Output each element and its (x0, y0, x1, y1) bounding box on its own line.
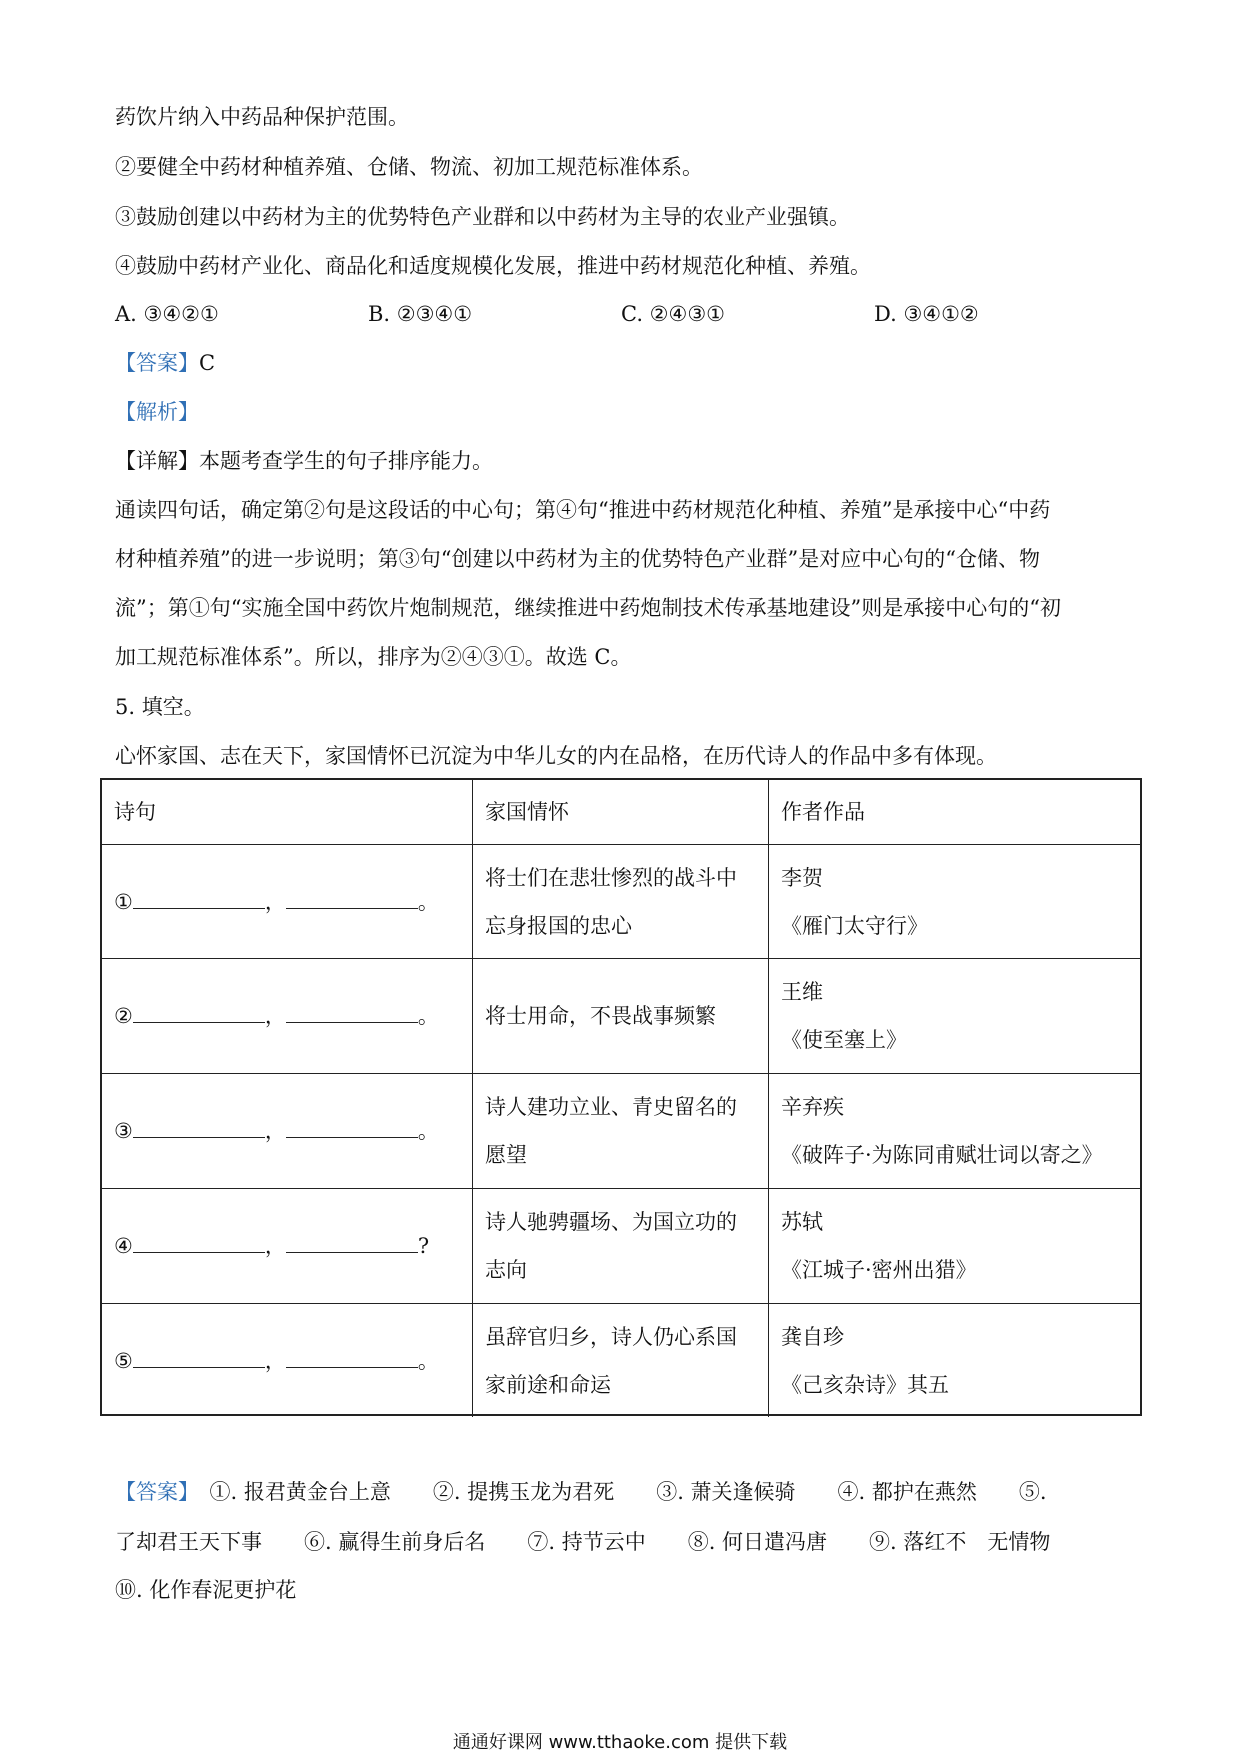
answer-value: C (199, 351, 216, 375)
intro-line: ③鼓励创建以中药材为主的优势特色产业群和以中药材为主导的农业产业强镇。 (115, 205, 850, 229)
q5-answer-line (115, 1478, 1047, 1506)
option-d: D. ③④①② (874, 302, 979, 326)
feeling-line: 诗人建功立业、青史留名的 (485, 1095, 737, 1119)
answer-blank[interactable] (133, 1004, 265, 1023)
detail-tag: 【详解】 (115, 449, 199, 473)
intro-line: ④鼓励中药材产业化、商品化和适度规模化发展，推进中药材规范化种植、养殖。 (115, 254, 871, 278)
q4-analysis (115, 398, 199, 426)
feeling-line: 将士们在悲壮惨烈的战斗中 (485, 866, 737, 890)
explanation-line: 材种植养殖”的进一步说明；第③句“创建以中药材为主的优势特色产业群”是对应中心句的“仓储、物 (115, 547, 1040, 571)
table-row (102, 958, 1140, 1074)
feeling-line: 家前途和命运 (485, 1373, 611, 1397)
author-name: 王维 (781, 980, 823, 1004)
author-name: 龚自珍 (781, 1325, 844, 1349)
table-row (102, 1073, 1140, 1189)
work-title: 《使至塞上》 (781, 1028, 907, 1052)
intro-line: 药饮片纳入中药品种保护范围。 (115, 105, 409, 129)
feeling-line: 将士用命，不畏战事频繁 (485, 1004, 716, 1028)
poem-table (100, 778, 1142, 1416)
analysis-tag: 【解析】 (115, 400, 199, 424)
q5-answer-line: ⑩. 化作春泥更护花 (115, 1578, 297, 1602)
work-title: 《江城子·密州出猎》 (781, 1258, 977, 1282)
answer-blank[interactable] (133, 1119, 265, 1138)
answer-blank[interactable] (286, 1349, 418, 1368)
q5-answer-line: 了却君王天下事 ⑥. 赢得生前身后名 ⑦. 持节云中 ⑧. 何日遣冯唐 ⑨. 落红不 无情物 (115, 1530, 1051, 1554)
option-c: C. ②④③① (621, 302, 725, 326)
feeling-line: 虽辞官归乡，诗人仍心系国 (485, 1325, 737, 1349)
answer-text: ①. 报君黄金台上意 ②. 提携玉龙为君死 ③. 萧关逢候骑 ④. 都护在燕然 ⑤. (209, 1480, 1047, 1504)
answer-blank[interactable] (286, 890, 418, 909)
answer-blank[interactable] (133, 1349, 265, 1368)
option-b: B. ②③④① (368, 302, 473, 326)
poem-blank-line: ⑤ ， 。 (114, 1349, 439, 1373)
answer-blank[interactable] (133, 890, 265, 909)
detail-text: 本题考查学生的句子排序能力。 (199, 449, 493, 473)
author-name: 李贺 (781, 866, 823, 890)
poem-blank-line: ② ， 。 (114, 1004, 439, 1028)
poem-blank-line: ④ ， ? (114, 1234, 430, 1258)
header-author: 作者作品 (781, 800, 865, 824)
feeling-line: 志向 (485, 1258, 527, 1282)
answer-blank[interactable] (133, 1234, 265, 1253)
header-poem: 诗句 (114, 800, 156, 824)
answer-blank[interactable] (286, 1234, 418, 1253)
poem-blank-line: ① ， 。 (114, 890, 439, 914)
table-row (102, 1303, 1140, 1417)
answer-blank[interactable] (286, 1119, 418, 1138)
feeling-line: 忘身报国的忠心 (485, 914, 632, 938)
work-title: 《己亥杂诗》其五 (781, 1373, 949, 1397)
explanation-line: 通读四句话，确定第②句是这段话的中心句；第④句“推进中药材规范化种植、养殖”是承接中心“中药 (115, 498, 1051, 522)
answer-tag: 【答案】 (115, 1480, 189, 1504)
explanation-line: 加工规范标准体系”。所以，排序为②④③①。故选 C。 (115, 645, 632, 669)
header-feeling: 家国情怀 (485, 800, 569, 824)
feeling-line: 诗人驰骋疆场、为国立功的 (485, 1210, 737, 1234)
q4-detail (115, 447, 493, 475)
work-title: 《雁门太守行》 (781, 914, 928, 938)
q4-answer (115, 349, 215, 377)
intro-line: ②要健全中药材种植养殖、仓储、物流、初加工规范标准体系。 (115, 155, 703, 179)
poem-blank-line: ③ ， 。 (114, 1119, 439, 1143)
feeling-line: 愿望 (485, 1143, 527, 1167)
author-name: 辛弃疾 (781, 1095, 844, 1119)
q5-title: 5. 填空。 (115, 695, 205, 719)
explanation-line: 流”；第①句“实施全国中药饮片炮制规范，继续推进中药炮制技术传承基地建设”则是承接中心句的“初 (115, 596, 1061, 620)
answer-blank[interactable] (286, 1004, 418, 1023)
option-a: A. ③④②① (115, 302, 219, 326)
table-row (102, 1188, 1140, 1304)
answer-tag: 【答案】 (115, 351, 199, 375)
author-name: 苏轼 (781, 1210, 823, 1234)
q5-intro: 心怀家国、志在天下，家国情怀已沉淀为中华儿女的内在品格，在历代诗人的作品中多有体现。 (115, 744, 997, 768)
footer-text: 通通好课网 www.tthaoke.com 提供下载 (452, 1732, 788, 1753)
work-title: 《破阵子·为陈同甫赋壮词以寄之》 (781, 1143, 1103, 1167)
table-row (102, 844, 1140, 959)
table-header-row (102, 780, 1140, 844)
